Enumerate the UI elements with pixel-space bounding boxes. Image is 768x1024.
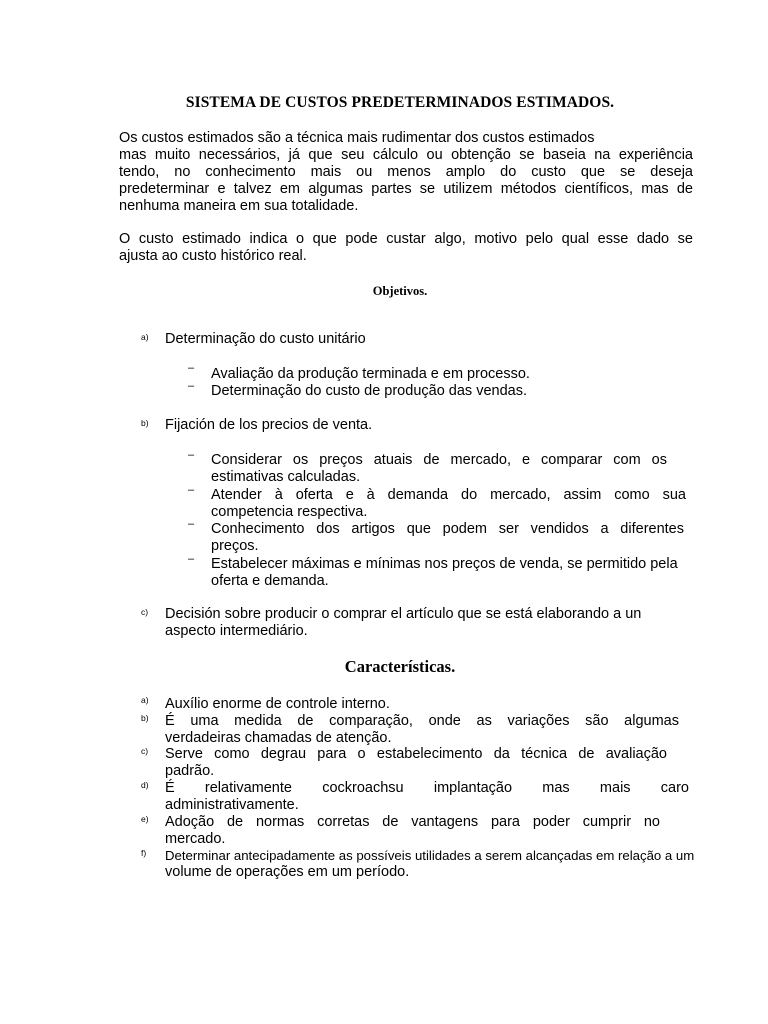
dash-marker: –: [188, 553, 194, 565]
sub-item-text: Determinação do custo de produção das vendas.: [211, 383, 527, 399]
paragraph-line: ajusta ao custo histórico real.: [119, 248, 307, 264]
characteristic-text: administrativamente.: [165, 797, 299, 813]
objective-item: [165, 417, 725, 434]
characteristic-text: mercado.: [165, 831, 226, 847]
characteristic-item: [165, 847, 745, 881]
characteristic-item: [165, 696, 685, 713]
sub-item: [211, 487, 686, 521]
intro-line: tendo, no conhecimento mais ou menos amplo do custo que se deseja: [119, 164, 693, 180]
list-marker: c): [141, 607, 149, 617]
characteristic-text: É uma medida de comparação, onde as variações são algumas: [165, 713, 679, 729]
sub-item-text: Avaliação da produção terminada e em processo.: [211, 366, 530, 382]
characteristic-text: verdadeiras chamadas de atenção.: [165, 730, 392, 746]
characteristic-text: padrão.: [165, 763, 215, 779]
dash-marker: –: [188, 484, 194, 496]
characteristic-text: Auxílio enorme de controle interno.: [165, 696, 390, 712]
dash-marker: –: [188, 449, 194, 461]
characteristic-text: É relativamente cockroachsu implantação mas mais caro: [165, 780, 689, 796]
sub-item-text: oferta e demanda.: [211, 573, 329, 589]
objective-item: [165, 606, 725, 640]
objective-text: Decisión sobre producir o comprar el artículo que se está elaborando a un: [165, 606, 642, 622]
sub-item-text: Atender à oferta e à demanda do mercado, assim como sua: [211, 487, 686, 503]
list-marker: d): [141, 780, 149, 790]
characteristic-item: [165, 713, 679, 747]
intro-line: predeterminar e talvez em algumas partes se utilizem métodos científicos, mas de: [119, 181, 693, 197]
document-title: SISTEMA DE CUSTOS PREDETERMINADOS ESTIMADOS.: [185, 94, 615, 111]
sub-item-text: Conhecimento dos artigos que podem ser vendidos a diferentes: [211, 521, 684, 537]
list-marker: a): [141, 332, 149, 342]
sub-item: [211, 366, 731, 383]
characteristic-item: [165, 780, 689, 814]
intro-paragraph: [119, 130, 693, 215]
intro-line: Os custos estimados são a técnica mais rudimentar dos custos estimados: [119, 130, 595, 146]
sub-item: [211, 383, 731, 400]
characteristic-text: Adoção de normas corretas de vantagens para poder cumprir no: [165, 814, 660, 830]
dash-marker: –: [188, 380, 194, 392]
objective-item: [165, 331, 725, 348]
characteristic-text: volume de operações em um período.: [165, 864, 410, 880]
characteristics-heading: Características.: [344, 657, 456, 676]
list-marker: a): [141, 695, 149, 705]
objective-text: aspecto intermediário.: [165, 623, 308, 639]
dash-marker: –: [188, 518, 194, 530]
sub-item-text: competencia respectiva.: [211, 504, 368, 520]
list-marker: f): [141, 848, 147, 858]
sub-item-text: estimativas calculadas.: [211, 469, 361, 485]
objectives-heading: Objetivos.: [372, 284, 428, 298]
list-marker: b): [141, 418, 149, 428]
list-marker: b): [141, 713, 149, 723]
sub-item-text: Estabelecer máximas e mínimas nos preços de venda, se permitido pela: [211, 556, 678, 572]
intro-line: nenhuma maneira em sua totalidade.: [119, 198, 359, 214]
list-marker: c): [141, 746, 149, 756]
characteristic-text: Determinar antecipadamente as possíveis utilidades a serem alcançadas em relação a um: [165, 848, 695, 863]
sub-item-text: Considerar os preços atuais de mercado, e comparar com os: [211, 452, 667, 468]
paragraph-line: O custo estimado indica o que pode custar algo, motivo pelo qual esse dado se: [119, 231, 693, 247]
characteristic-text: Serve como degrau para o estabelecimento da técnica de avaliação: [165, 746, 667, 762]
characteristic-item: [165, 814, 660, 848]
list-marker: e): [141, 814, 149, 824]
sub-item-text: preços.: [211, 538, 259, 554]
sub-item: [211, 452, 667, 486]
second-paragraph: [119, 231, 693, 265]
intro-line: mas muito necessários, já que seu cálculo ou obtenção se baseia na experiência: [119, 147, 693, 163]
objective-text: Fijación de los precios de venta.: [165, 417, 373, 433]
dash-marker: –: [188, 362, 194, 374]
objective-text: Determinação do custo unitário: [165, 331, 366, 347]
sub-item: [211, 556, 726, 590]
sub-item: [211, 521, 684, 555]
characteristic-item: [165, 746, 667, 780]
